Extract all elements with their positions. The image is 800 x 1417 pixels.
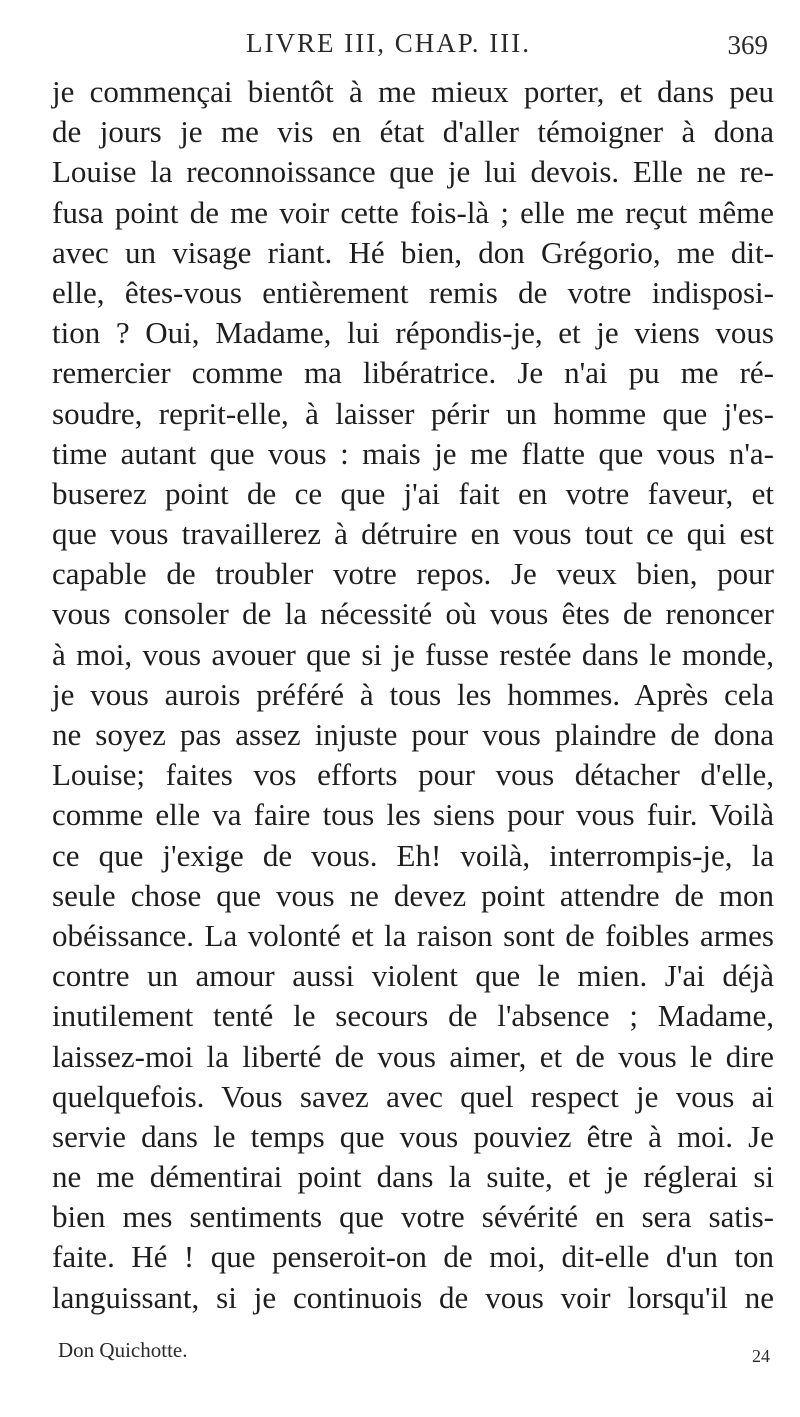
running-title: LIVRE III, CHAP. III. (246, 28, 531, 58)
text-line: vous consoler de la nécessité où vous êtes de renoncer (52, 596, 774, 632)
text-line: ne soyez pas assez injuste pour vous plaindre de dona (52, 717, 774, 752)
text-line: quelquefois. Vous savez avec quel respect je vous ai (52, 1078, 774, 1114)
text-line: je vous aurois préféré à tous les hommes. Après cela (52, 676, 774, 712)
signature-mark: Don Quichotte. (58, 1338, 188, 1362)
sheet-number: 24 (752, 1346, 770, 1366)
text-line: soudre, reprit-elle, à laisser périr un homme que j'es- (52, 395, 774, 431)
page-number: 369 (727, 30, 768, 60)
text-line: servie dans le temps que vous pouviez être à moi. Je (52, 1118, 774, 1154)
text-line: buserez point de ce que j'ai fait en votre faveur, et (52, 475, 774, 511)
text-line: languissant, si je continuois de vous voir lorsqu'il ne (52, 1279, 774, 1315)
text-line: obéissance. La volonté et la raison sont de foibles armes (52, 917, 774, 953)
text-line: Louise la reconnoissance que je lui devois. Elle ne re- (52, 154, 774, 190)
text-line: inutilement tenté le secours de l'absence ; Madame, (52, 998, 774, 1034)
text-line: avec un visage riant. Hé bien, don Grégorio, me dit- (52, 234, 774, 270)
text-line: seule chose que vous ne devez point attendre de mon (52, 877, 774, 913)
text-line: elle, êtes-vous entièrement remis de votre indisposi- (52, 274, 774, 310)
text-line: laissez-moi la liberté de vous aimer, et de vous le dire (52, 1038, 774, 1074)
text-line: Louise; faites vos efforts pour vous détacher d'elle, (52, 757, 774, 793)
text-line: remercier comme ma libératrice. Je n'ai pu me ré- (52, 355, 774, 391)
text-line: tion ? Oui, Madame, lui répondis-je, et je viens vous (52, 315, 774, 351)
text-line: que vous travaillerez à détruire en vous tout ce qui est (52, 516, 774, 552)
body-text (52, 72, 774, 1318)
page-footer (52, 1338, 774, 1372)
text-line: comme elle va faire tous les siens pour vous fuir. Voilà (52, 797, 774, 833)
text-line: je commençai bientôt à me mieux porter, et dans peu (52, 74, 774, 109)
text-line: ne me démentirai point dans la suite, et je réglerai si (52, 1159, 774, 1195)
text-line: time autant que vous : mais je me flatte que vous n'a- (52, 435, 774, 471)
text-line: bien mes sentiments que votre sévérité en sera satis- (52, 1199, 774, 1235)
text-line: fusa point de me voir cette fois-là ; elle me reçut même (52, 194, 774, 230)
text-line: ce que j'exige de vous. Eh! voilà, interrompis-je, la (52, 837, 774, 873)
running-head (0, 28, 800, 68)
text-line: contre un amour aussi violent que le mien. J'ai déjà (52, 958, 774, 994)
text-line: à moi, vous avouer que si je fusse restée dans le monde, (52, 636, 774, 672)
text-line: capable de troubler votre repos. Je veux bien, pour (52, 556, 774, 592)
text-line: faite. Hé ! que penseroit-on de moi, dit-elle d'un ton (52, 1239, 774, 1275)
text-line: de jours je me vis en état d'aller témoigner à dona (52, 114, 774, 150)
